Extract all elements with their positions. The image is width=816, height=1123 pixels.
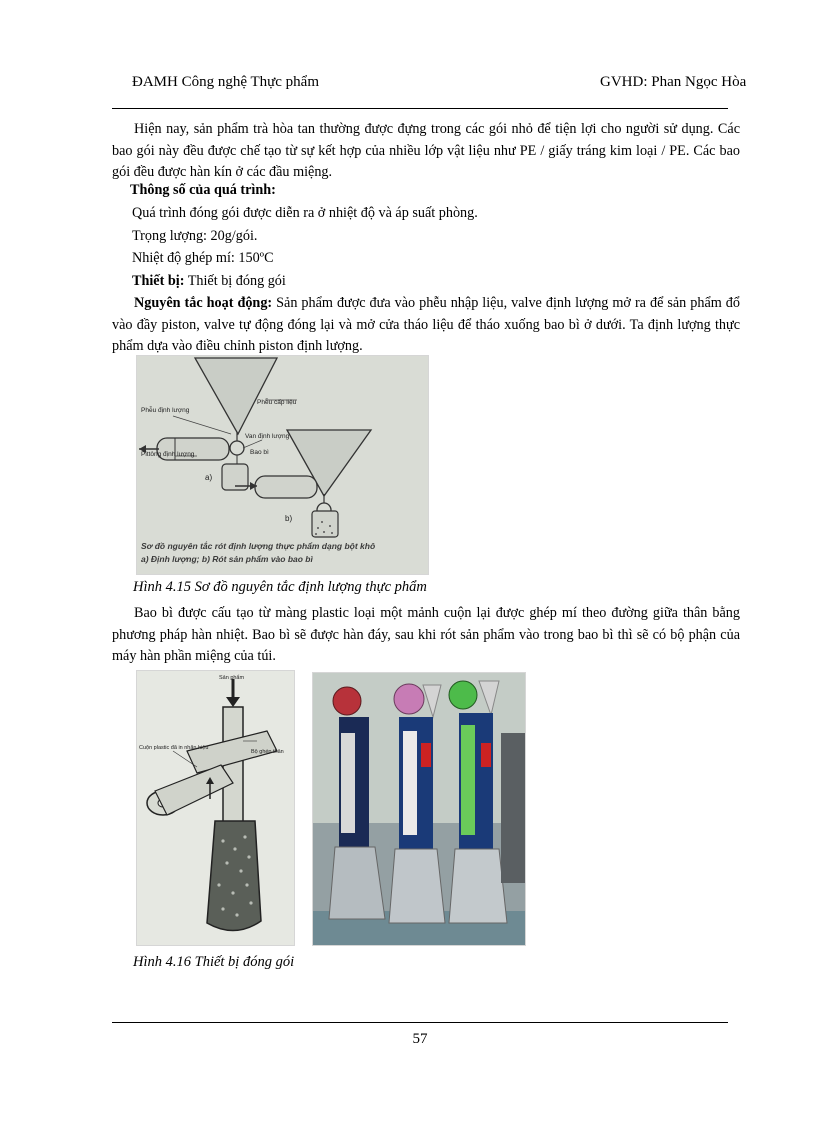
equipment-label: Thiết bị:	[132, 273, 185, 289]
packaging-paragraph: Bao bì được cấu tạo từ màng plastic loại một mảnh cuộn lại được ghép mí theo đường giữa thân bằng phương pháp hàn nhiệt. Bao bì sẽ được hàn đáy, sau khi rót sản phẩm vào trong bao bì thì sẽ có bộ phận của máy hàn phần miệng của túi.	[112, 605, 740, 664]
label-package: Bao bì	[250, 449, 269, 456]
principle-paragraph	[112, 293, 740, 358]
header-divider	[112, 108, 728, 109]
label-body-sealer: Bộ ghép thân	[251, 749, 284, 755]
dosing-diagram-illustration	[137, 356, 428, 574]
principle-label: Nguyên tắc hoạt động:	[134, 295, 273, 311]
packaging-sketch-illustration	[137, 671, 294, 945]
figure-416-caption: Hình 4.16 Thiết bị đóng gói	[133, 954, 295, 970]
intro-paragraph: Hiện nay, sản phẩm trà hòa tan thường được đựng trong các gói nhỏ để tiện lợi cho người sử dụng. Các bao gói này đều được chế tạo từ sự kết hợp của nhiều lớp vật liệu như PE / giấy tráng kim loại / PE. Các bao gói đều được hàn kín ở các đầu miệng.	[112, 121, 740, 180]
figure-packaging-sketch	[136, 670, 295, 946]
param-conditions: Quá trình đóng gói được diễn ra ở nhiệt độ và áp suất phòng.	[132, 205, 478, 221]
equipment-value: Thiết bị đóng gói	[184, 273, 286, 289]
label-piston: Pittông định lượng	[141, 451, 195, 458]
page-number: 57	[412, 1031, 428, 1047]
diagram-inner-caption-2: a) Định lượng; b) Rót sản phẩm vào bao bì	[141, 554, 313, 564]
label-plastic-roll: Cuộn plastic đã in nhãn hiệu	[139, 745, 209, 751]
label-dosing-valve: Van định lượng	[245, 433, 290, 440]
params-heading: Thông số của quá trình:	[130, 182, 276, 198]
label-product: Sản phẩm	[219, 675, 245, 681]
label-measuring-hopper: Phễu định lượng	[141, 407, 190, 414]
param-weight: Trọng lượng: 20g/gói.	[132, 228, 258, 244]
figure-packaging-machines-photo	[312, 672, 526, 946]
label-feed-hopper: Phễu cấp liệu	[257, 399, 297, 406]
param-seal-temperature: Nhiệt độ ghép mí: 150ºC	[132, 250, 274, 266]
header-instructor: GVHD: Phan Ngọc Hòa	[600, 74, 747, 90]
packaging-machines-illustration	[313, 673, 525, 945]
figure-dosing-diagram	[136, 355, 429, 575]
header-course-title: ĐAMH Công nghệ Thực phẩm	[132, 74, 320, 90]
footer-divider	[112, 1022, 728, 1023]
label-part-b: b)	[285, 514, 293, 523]
principle-text: Sản phẩm được đưa vào phễu nhập liệu, valve định lượng mở ra để sản phẩm đổ vào đầy piston, valve tự động đóng lại và mở cửa tháo liệu để tháo xuống bao bì ở dưới. Ta định lượng thực phẩm dựa vào điều chỉnh piston định lượng.	[112, 295, 740, 354]
figure-415-caption: Hình 4.15 Sơ đồ nguyên tắc định lượng thực phẩm	[133, 579, 427, 595]
equipment-line	[132, 273, 286, 290]
diagram-inner-caption-1: Sơ đồ nguyên tắc rót định lượng thực phẩm dạng bột khô	[141, 541, 376, 551]
label-part-a: a)	[205, 473, 213, 482]
